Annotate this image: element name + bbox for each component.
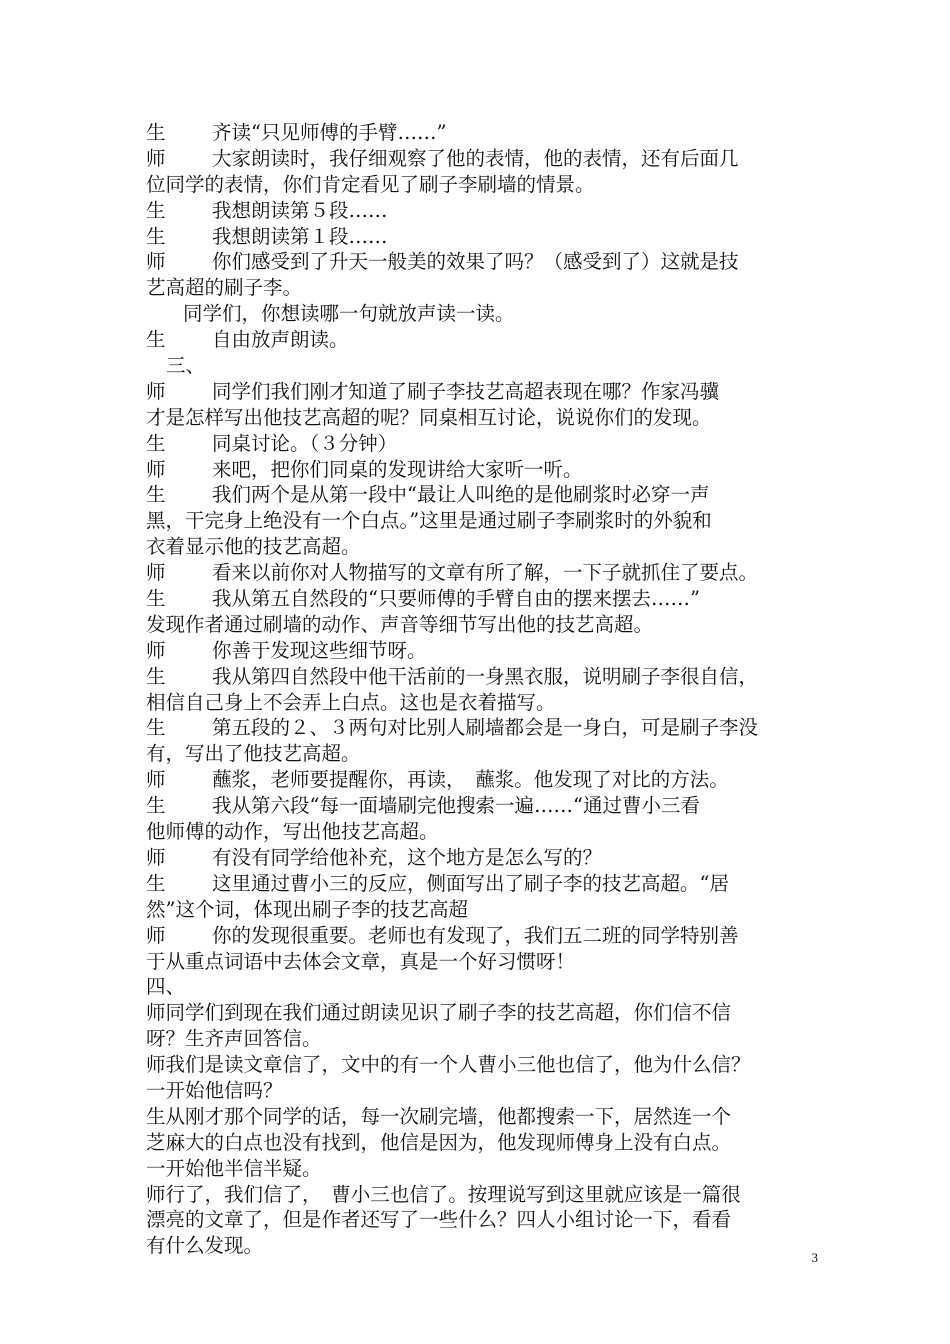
line-text: 看来以前你对人物描写的文章有所了解，一下子就抓住了要点。 [212,561,759,585]
text-line [146,741,830,767]
line-text: 位同学的表情，你们肯定看见了刷子李刷墙的情景。 [146,172,595,196]
speaker-label: 师 [146,923,166,947]
line-text: 同桌讨论。（３分钟） [212,431,398,455]
line-text: 大家朗读时，我仔细观察了他的表情，他的表情，还有后面几 [212,146,739,170]
dialogue-line [146,871,830,897]
dialogue-line [146,146,830,172]
line-text: 发现作者通过刷墙的动作、声音等细节写出他的技艺高超。 [146,612,654,636]
text-line [146,275,830,301]
line-text: 呀？生齐声回答信。 [146,1027,322,1051]
line-text: 这里通过曹小三的反应，侧面写出了刷子李的技艺高超。“居 [212,871,729,895]
dialogue-line [146,431,830,457]
line-text: 蘸浆，老师要提醒你，再读， 蘸浆。他发现了对比的方法。 [212,768,729,792]
text-line [146,1207,830,1233]
dialogue-line [146,327,830,353]
line-text: 漂亮的文章了，但是作者还写了一些什么？四人小组讨论一下，看看 [146,1208,732,1232]
dialogue-line [146,845,830,871]
text-line [146,172,830,198]
dialogue-line [146,793,830,819]
line-text: 于从重点词语中去体会文章，真是一个好习惯呀！ [146,949,576,973]
line-text: 你们感受到了升天一般美的效果了吗？（感受到了）这就是技 [212,250,739,274]
line-text: 我从第四自然段中他干活前的一身黑衣服，说明刷子李很自信， [212,664,759,688]
text-line [146,690,830,716]
line-text: 同学们我们刚才知道了刷子李技艺高超表现在哪？作家冯骥 [212,379,720,403]
speaker-label: 师 [146,146,166,170]
line-text: 芝麻大的白点也没有找到，他信是因为，他发现师傅身上没有白点。 [146,1130,732,1154]
section-heading [146,353,830,379]
text-line [146,534,830,560]
line-text: 我想朗读第５段…… [212,198,388,222]
heading-text: 三、 [166,354,206,378]
section-heading [146,974,830,1000]
dialogue-line [146,457,830,483]
speaker-label: 生 [146,483,166,507]
line-text: 他师傅的动作，写出他技艺高超。 [146,820,439,844]
line-text: 来吧，把你们同桌的发现讲给大家听一听。 [212,457,583,481]
speaker-label: 师 [146,845,166,869]
speaker-label: 生 [146,198,166,222]
text-line [146,612,830,638]
text-line [146,508,830,534]
speaker-label: 生 [146,121,166,144]
line-text: 然”这个词，体现出刷子李的技艺高超 [146,897,468,921]
line-text: 师同学们到现在我们通过朗读见识了刷子李的技艺高超，你们信不信 [146,1001,732,1025]
speaker-label: 师 [146,561,166,585]
line-text: 有什么发现。 [146,1234,264,1258]
text-line [146,1104,830,1130]
line-text: 有没有同学给他补充，这个地方是怎么写的？ [212,845,603,869]
line-text: 艺高超的刷子李。 [146,276,303,300]
speaker-label: 生 [146,664,166,688]
speaker-label: 生 [146,224,166,248]
speaker-label: 生 [146,871,166,895]
line-text: 自由放声朗读。 [212,328,349,352]
heading-text: 四、 [146,975,186,999]
text-line [146,1026,830,1052]
line-text: 我从第六段“每一面墙刷完他搜索一遍……“通过曹小三看 [212,794,700,818]
text-line [146,897,830,923]
text-line [146,1078,830,1104]
dialogue-line [146,379,830,405]
dialogue-line [146,664,830,690]
dialogue-line [146,767,830,793]
dialogue-line [146,482,830,508]
line-text: 齐读“只见师傅的手臂……” [212,121,447,144]
speaker-label: 师 [146,638,166,662]
line-text: 我从第五自然段的“只要师傅的手臂自由的摆来摆去……” [212,587,700,611]
speaker-label: 师 [146,457,166,481]
line-text: 你的发现很重要。老师也有发现了，我们五二班的同学特别善 [212,923,739,947]
line-text: 衣着显示他的技艺高超。 [146,535,361,559]
line-text: 我们两个是从第一段中“最让人叫绝的是他刷浆时必穿一声 [212,483,710,507]
indented-line [146,301,830,327]
line-text: 黑，干完身上绝没有一个白点。”这里是通过刷子李刷浆时的外貌和 [146,509,712,533]
line-text: 有，写出了他技艺高超。 [146,742,361,766]
speaker-label: 生 [146,587,166,611]
speaker-label: 生 [146,328,166,352]
text-line [146,1130,830,1156]
line-text: 才是怎样写出他技艺高超的呢？同桌相互讨论，说说你们的发现。 [146,405,712,429]
line-text: 相信自己身上不会弄上白点。这也是衣着描写。 [146,690,556,714]
dialogue-line [146,224,830,250]
dialogue-line [146,715,830,741]
text-line [146,1182,830,1208]
text-line [146,1000,830,1026]
line-text: 你善于发现这些细节呀。 [212,638,427,662]
line-text: 师行了，我们信了， 曹小三也信了。按理说写到这里就应该是一篇很 [146,1182,741,1206]
speaker-label: 生 [146,794,166,818]
line-text: 第五段的２、３两句对比别人刷墙都会是一身白，可是刷子李没 [212,716,759,740]
dialogue-line [146,923,830,949]
dialogue-line [146,560,830,586]
line-text: 生从刚才那个同学的话，每一次刷完墙，他都搜索一下，居然连一个 [146,1104,732,1128]
page-body [146,120,830,1259]
dialogue-line [146,638,830,664]
line-text: 同学们，你想读哪一句就放声读一读。 [183,302,515,326]
page-number: 3 [811,1250,818,1265]
line-text: 一开始他半信半疑。 [146,1156,322,1180]
text-line [146,1052,830,1078]
dialogue-line [146,586,830,612]
speaker-label: 生 [146,431,166,455]
dialogue-line [146,249,830,275]
speaker-label: 生 [146,716,166,740]
line-text: 一开始他信吗？ [146,1078,283,1102]
speaker-label: 师 [146,768,166,792]
text-line [146,1233,830,1259]
text-line [146,949,830,975]
line-text: 我想朗读第１段…… [212,224,388,248]
text-line [146,1156,830,1182]
dialogue-line [146,120,830,146]
line-text: 师我们是读文章信了，文中的有一个人曹小三他也信了，他为什么信？ [146,1053,751,1077]
speaker-label: 师 [146,250,166,274]
speaker-label: 师 [146,379,166,403]
text-line [146,405,830,431]
text-line [146,819,830,845]
dialogue-line [146,198,830,224]
